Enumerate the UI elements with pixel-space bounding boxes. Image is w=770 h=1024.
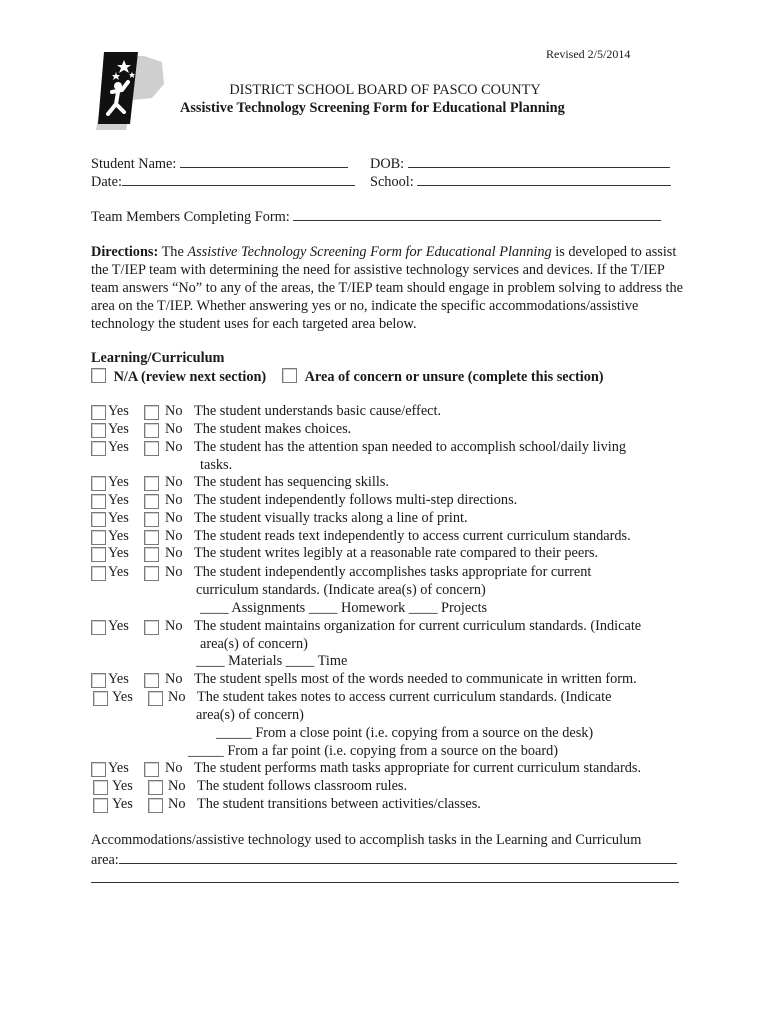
no-checkbox[interactable] (144, 494, 159, 509)
team-members-label: Team Members Completing Form: (91, 209, 290, 225)
yes-checkbox[interactable] (91, 512, 106, 527)
accommodations-extra-line[interactable] (91, 868, 679, 883)
directions-pre: The (161, 244, 184, 260)
question-text: The student independently accomplishes tasks appropriate for current (194, 564, 592, 580)
yes-checkbox[interactable] (91, 762, 106, 777)
question-text: The student visually tracks along a line of print. (194, 510, 468, 526)
area-label: area: (91, 852, 119, 868)
no-label: No (165, 421, 183, 437)
yes-label: Yes (112, 796, 133, 812)
na-label: N/A (review next section) (113, 369, 267, 385)
directions-form-name: Assistive Technology Screening Form for Educational Planning (187, 244, 552, 260)
no-checkbox[interactable] (144, 673, 159, 688)
yes-label: Yes (108, 671, 129, 687)
concern-areas-line[interactable]: _____ From a close point (i.e. copying from a source on the desk) (216, 725, 594, 741)
question-text: The student performs math tasks appropriate for current curriculum standards. (194, 760, 642, 776)
yes-checkbox[interactable] (91, 547, 106, 562)
yes-checkbox[interactable] (91, 405, 106, 420)
concern-label: Area of concern or unsure (complete this section) (304, 369, 604, 385)
yes-checkbox[interactable] (93, 691, 108, 706)
yes-checkbox[interactable] (91, 423, 106, 438)
no-label: No (165, 760, 183, 776)
district-name: DISTRICT SCHOOL BOARD OF PASCO COUNTY (229, 82, 541, 98)
question-text: The student spells most of the words needed to communicate in written form. (194, 671, 637, 687)
student-name-field[interactable] (91, 154, 348, 173)
yes-label: Yes (108, 510, 129, 526)
na-option[interactable] (91, 368, 266, 386)
no-label: No (165, 510, 183, 526)
yes-label: Yes (108, 474, 129, 490)
revised-date: Revised 2/5/2014 (546, 47, 631, 61)
no-label: No (165, 492, 183, 508)
yes-label: Yes (108, 528, 129, 544)
yes-label: Yes (112, 778, 133, 794)
question-continuation: curriculum standards. (Indicate area(s) of concern) (196, 582, 486, 598)
question-continuation: tasks. (200, 457, 233, 473)
yes-label: Yes (108, 545, 129, 561)
yes-checkbox[interactable] (91, 673, 106, 688)
no-checkbox[interactable] (144, 512, 159, 527)
no-label: No (165, 545, 183, 561)
no-label: No (165, 618, 183, 634)
question-text: The student reads text independently to access current curriculum standards. (194, 528, 631, 544)
concern-checkbox[interactable] (282, 368, 297, 383)
yes-label: Yes (108, 439, 129, 455)
no-checkbox[interactable] (144, 423, 159, 438)
yes-checkbox[interactable] (91, 476, 106, 491)
yes-checkbox[interactable] (91, 620, 106, 635)
no-label: No (165, 474, 183, 490)
yes-label: Yes (108, 492, 129, 508)
question-text: The student transitions between activities/classes. (197, 796, 481, 812)
no-checkbox[interactable] (148, 780, 163, 795)
no-checkbox[interactable] (144, 476, 159, 491)
team-members-field[interactable] (91, 207, 661, 226)
yes-checkbox[interactable] (91, 494, 106, 509)
no-checkbox[interactable] (148, 691, 163, 706)
yes-label: Yes (108, 760, 129, 776)
no-checkbox[interactable] (144, 530, 159, 545)
section-title: Learning/Curriculum (91, 350, 225, 366)
concern-areas-line[interactable]: _____ From a far point (i.e. copying from a source on the board) (188, 743, 559, 759)
question-text: The student maintains organization for current curriculum standards. (Indicate (194, 618, 642, 634)
concern-areas-line[interactable]: ____ Materials ____ Time (196, 653, 348, 669)
yes-label: Yes (108, 421, 129, 437)
directions-paragraph (91, 243, 691, 333)
no-checkbox[interactable] (144, 566, 159, 581)
no-label: No (165, 671, 183, 687)
no-checkbox[interactable] (148, 798, 163, 813)
accommodations-field[interactable] (91, 850, 677, 869)
yes-label: Yes (108, 403, 129, 419)
directions-text: is developed to assist the T/IEP team with determining the need for assistive technology services and devices. If the T/IEP team answers “No” to any of the areas, the T/IEP team should engage in problem solving to address the area on the T/IEP. Whether answering yes or no, indicate the specific accommodations/assistive technology the student uses for each targeted area below. (91, 244, 683, 332)
no-label: No (165, 564, 183, 580)
question-text: The student independently follows multi-step directions. (194, 492, 518, 508)
dob-field[interactable] (370, 154, 670, 173)
no-label: No (165, 403, 183, 419)
no-checkbox[interactable] (144, 762, 159, 777)
no-checkbox[interactable] (144, 620, 159, 635)
no-label: No (168, 796, 186, 812)
concern-option[interactable] (282, 368, 604, 386)
question-text: The student understands basic cause/effect. (194, 403, 442, 419)
question-text: The student makes choices. (194, 421, 352, 437)
dob-label: DOB: (370, 156, 405, 172)
question-text: The student has sequencing skills. (194, 474, 389, 490)
question-text: The student takes notes to access current curriculum standards. (Indicate (197, 689, 612, 705)
directions-label: Directions: (91, 244, 159, 260)
school-label: School: (370, 174, 414, 190)
no-label: No (168, 778, 186, 794)
date-field[interactable] (91, 172, 355, 191)
yes-checkbox[interactable] (93, 798, 108, 813)
no-label: No (165, 528, 183, 544)
no-label: No (165, 439, 183, 455)
question-text: The student follows classroom rules. (197, 778, 408, 794)
date-label: Date: (91, 174, 122, 190)
concern-areas-line[interactable]: ____ Assignments ____ Homework ____ Projects (200, 600, 488, 616)
no-checkbox[interactable] (144, 405, 159, 420)
no-checkbox[interactable] (144, 441, 159, 456)
no-checkbox[interactable] (144, 547, 159, 562)
yes-label: Yes (112, 689, 133, 705)
question-text: The student has the attention span needed to accomplish school/daily living (194, 439, 626, 455)
question-text: The student writes legibly at a reasonable rate compared to their peers. (194, 545, 599, 561)
question-continuation: area(s) of concern) (196, 707, 304, 723)
yes-checkbox[interactable] (91, 441, 106, 456)
no-label: No (168, 689, 186, 705)
yes-label: Yes (108, 564, 129, 580)
form-title: Assistive Technology Screening Form for Educational Planning (180, 100, 565, 116)
student-name-label: Student Name: (91, 156, 177, 172)
question-continuation: area(s) of concern) (200, 636, 308, 652)
school-field[interactable] (370, 172, 671, 191)
accommodations-label: Accommodations/assistive technology used to accomplish tasks in the Learning and Curriculum (91, 832, 642, 848)
yes-checkbox[interactable] (91, 566, 106, 581)
yes-checkbox[interactable] (93, 780, 108, 795)
yes-checkbox[interactable] (91, 530, 106, 545)
yes-label: Yes (108, 618, 129, 634)
na-checkbox[interactable] (91, 368, 106, 383)
